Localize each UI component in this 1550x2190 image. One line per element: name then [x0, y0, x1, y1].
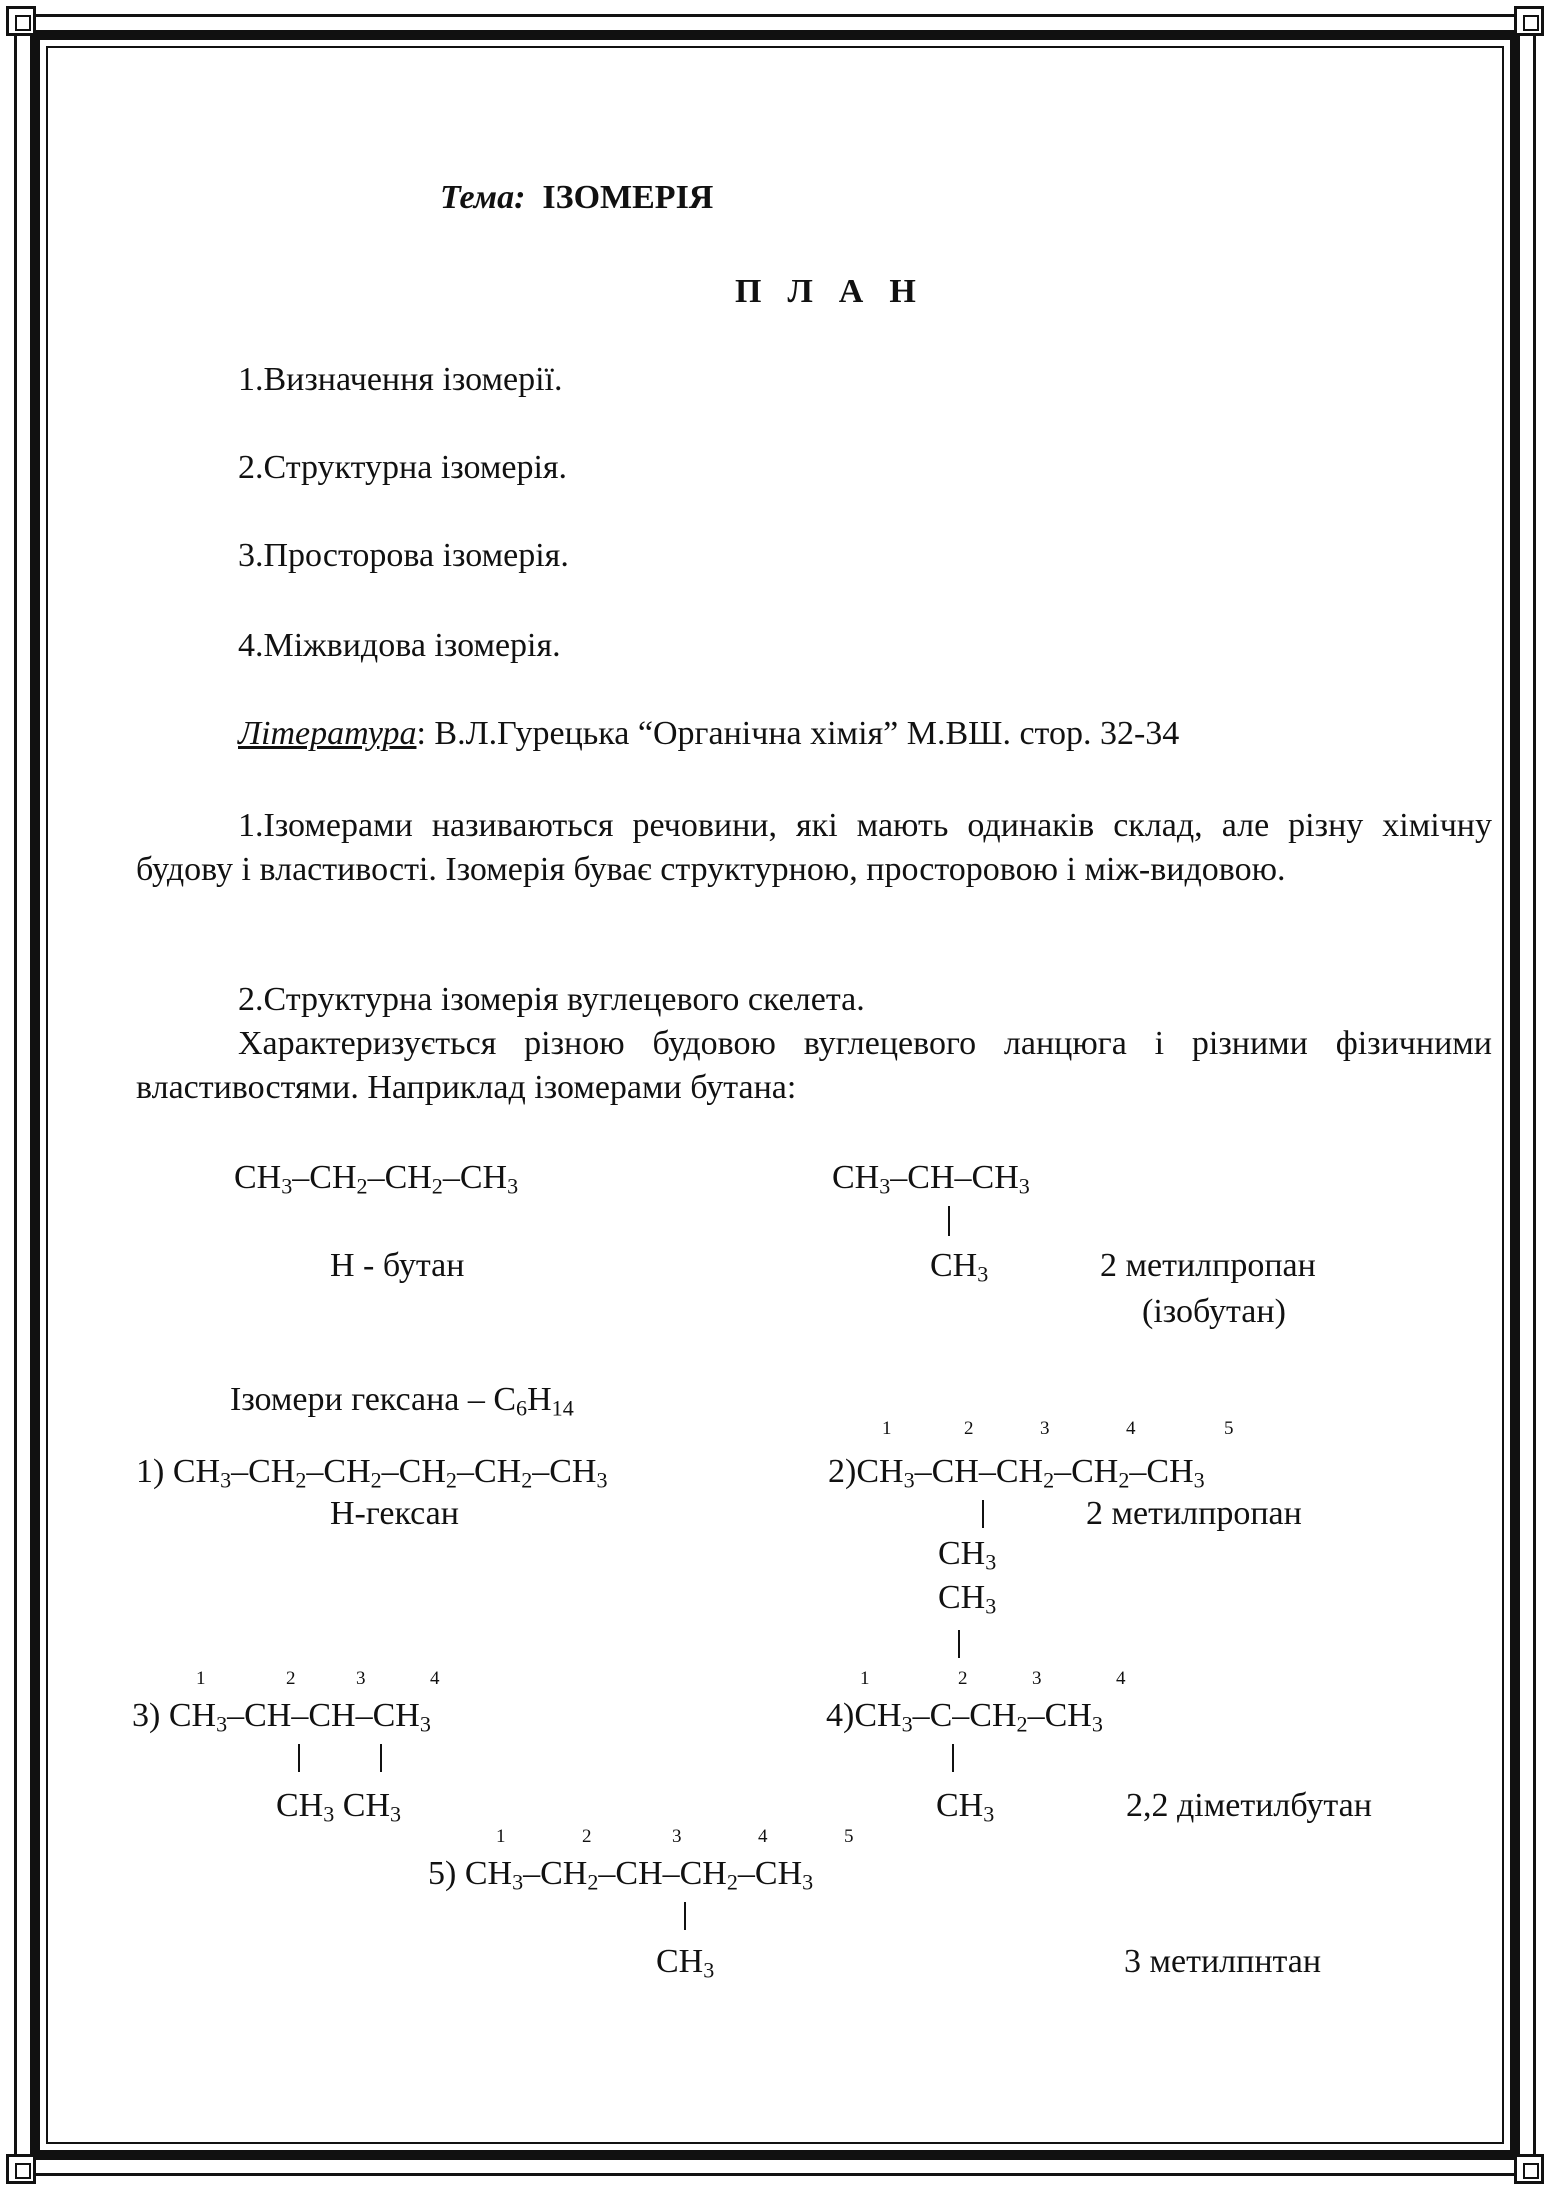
isomer-4-formula: $4)CH_3-C-CH_2-CH_3$ — [826, 1697, 1103, 1737]
section-heading: 2.Структурна ізомерія вуглецевого скелета. — [238, 981, 865, 1018]
isomer-1-formula: 1) $CH_3-CH_2-CH_2-CH_2-CH_2-CH_3$ — [136, 1453, 608, 1493]
bond-line — [298, 1744, 300, 1772]
corner-ornament — [6, 6, 36, 36]
isomer-5-name: 3 метилпнтан — [1124, 1943, 1322, 1980]
corner-ornament — [6, 2154, 36, 2184]
isomer-4-name: 2,2 діметилбутан — [1126, 1787, 1372, 1824]
locant: 2 — [958, 1668, 968, 1689]
isomer-4-top-branch: $CH_3$ — [938, 1579, 997, 1619]
plan-item: 4.Міжвидова ізомерія. — [238, 627, 561, 664]
locant: 4 — [430, 1668, 440, 1689]
locant: 5 — [1224, 1418, 1234, 1439]
corner-ornament — [1514, 6, 1544, 36]
isomer-2-formula: $2)CH_3-CH-CH_2-CH_2-CH_3$ — [828, 1453, 1205, 1493]
locant: 2 — [286, 1668, 296, 1689]
n-butane-formula: $CH_3-CH_2-CH_2-CH_3$ — [234, 1159, 519, 1199]
bond-line — [684, 1902, 686, 1930]
locant: 3 — [672, 1826, 682, 1847]
isobutane-alt-name: (ізобутан) — [1142, 1293, 1286, 1330]
bond-line — [958, 1630, 960, 1658]
locant: 4 — [1126, 1418, 1136, 1439]
section-paragraph: Характеризується різною будовою вуглецевого ланцюга і різними фізичними властивостями. Наприклад ізомерами бутана: — [136, 1025, 1492, 1106]
locant: 1 — [882, 1418, 892, 1439]
isomer-3-branches: $CH_3$ $CH_3$ — [276, 1787, 402, 1827]
isomer-5-branch: $CH_3$ — [656, 1943, 715, 1983]
plan-heading: ПЛАН — [735, 273, 942, 310]
corner-ornament — [1514, 2154, 1544, 2184]
bond-line — [982, 1500, 984, 1528]
page-title: Тема: ІЗОМЕРІЯ — [440, 179, 714, 216]
literature-label: Література — [238, 715, 417, 752]
plan-item: 2.Структурна ізомерія. — [238, 449, 568, 486]
plan-item: 3.Просторова ізомерія. — [238, 537, 569, 574]
bond-line — [948, 1206, 950, 1236]
title-label: Тема — [440, 179, 515, 216]
isomer-3-formula: 3) $CH_3-CH-CH-CH_3$ — [132, 1697, 431, 1737]
locant: 2 — [582, 1826, 592, 1847]
isomer-5-formula: 5) $CH_3-CH_2-CH-CH_2-CH_3$ — [428, 1855, 814, 1895]
isomer-2-name: 2 метилпропан — [1086, 1495, 1302, 1532]
locant: 1 — [860, 1668, 870, 1689]
locant: 4 — [758, 1826, 768, 1847]
isomer-2-branch: $CH_3$ — [938, 1535, 997, 1575]
literature-line — [238, 714, 1179, 753]
hexane-heading: Ізомери гексана – $C_6H_{14}$ — [230, 1381, 574, 1421]
n-butane-name: Н - бутан — [330, 1247, 465, 1284]
isobutane-formula: $CH_3-CH-CH_3$ — [832, 1159, 1030, 1199]
locant: 5 — [844, 1826, 854, 1847]
locant: 4 — [1116, 1668, 1126, 1689]
plan-item: 1.Визначення ізомерії. — [238, 361, 563, 398]
locant: 3 — [1032, 1668, 1042, 1689]
title-value: ІЗОМЕРІЯ — [542, 179, 714, 216]
definition-paragraph: 1.Ізомерами називаються речовини, які мають одинаків склад, але різну хімічну будову і властивості. Ізомерія буває структурною, просторовою і між-видовою. — [136, 807, 1492, 888]
locant: 2 — [964, 1418, 974, 1439]
isobutane-name: 2 метилпропан — [1100, 1247, 1316, 1284]
isomer-4-bottom-branch: $CH_3$ — [936, 1787, 995, 1827]
literature-text: : В.Л.Гурецька “Органічна хімія” М.ВШ. стор. 32-34 — [416, 715, 1180, 752]
isobutane-branch: $CH_3$ — [930, 1247, 989, 1287]
bond-line — [952, 1744, 954, 1772]
locant: 1 — [196, 1668, 206, 1689]
locant: 3 — [1040, 1418, 1050, 1439]
isomer-1-name: Н-гексан — [330, 1495, 459, 1532]
locant: 1 — [496, 1826, 506, 1847]
bond-line — [380, 1744, 382, 1772]
locant: 3 — [356, 1668, 366, 1689]
